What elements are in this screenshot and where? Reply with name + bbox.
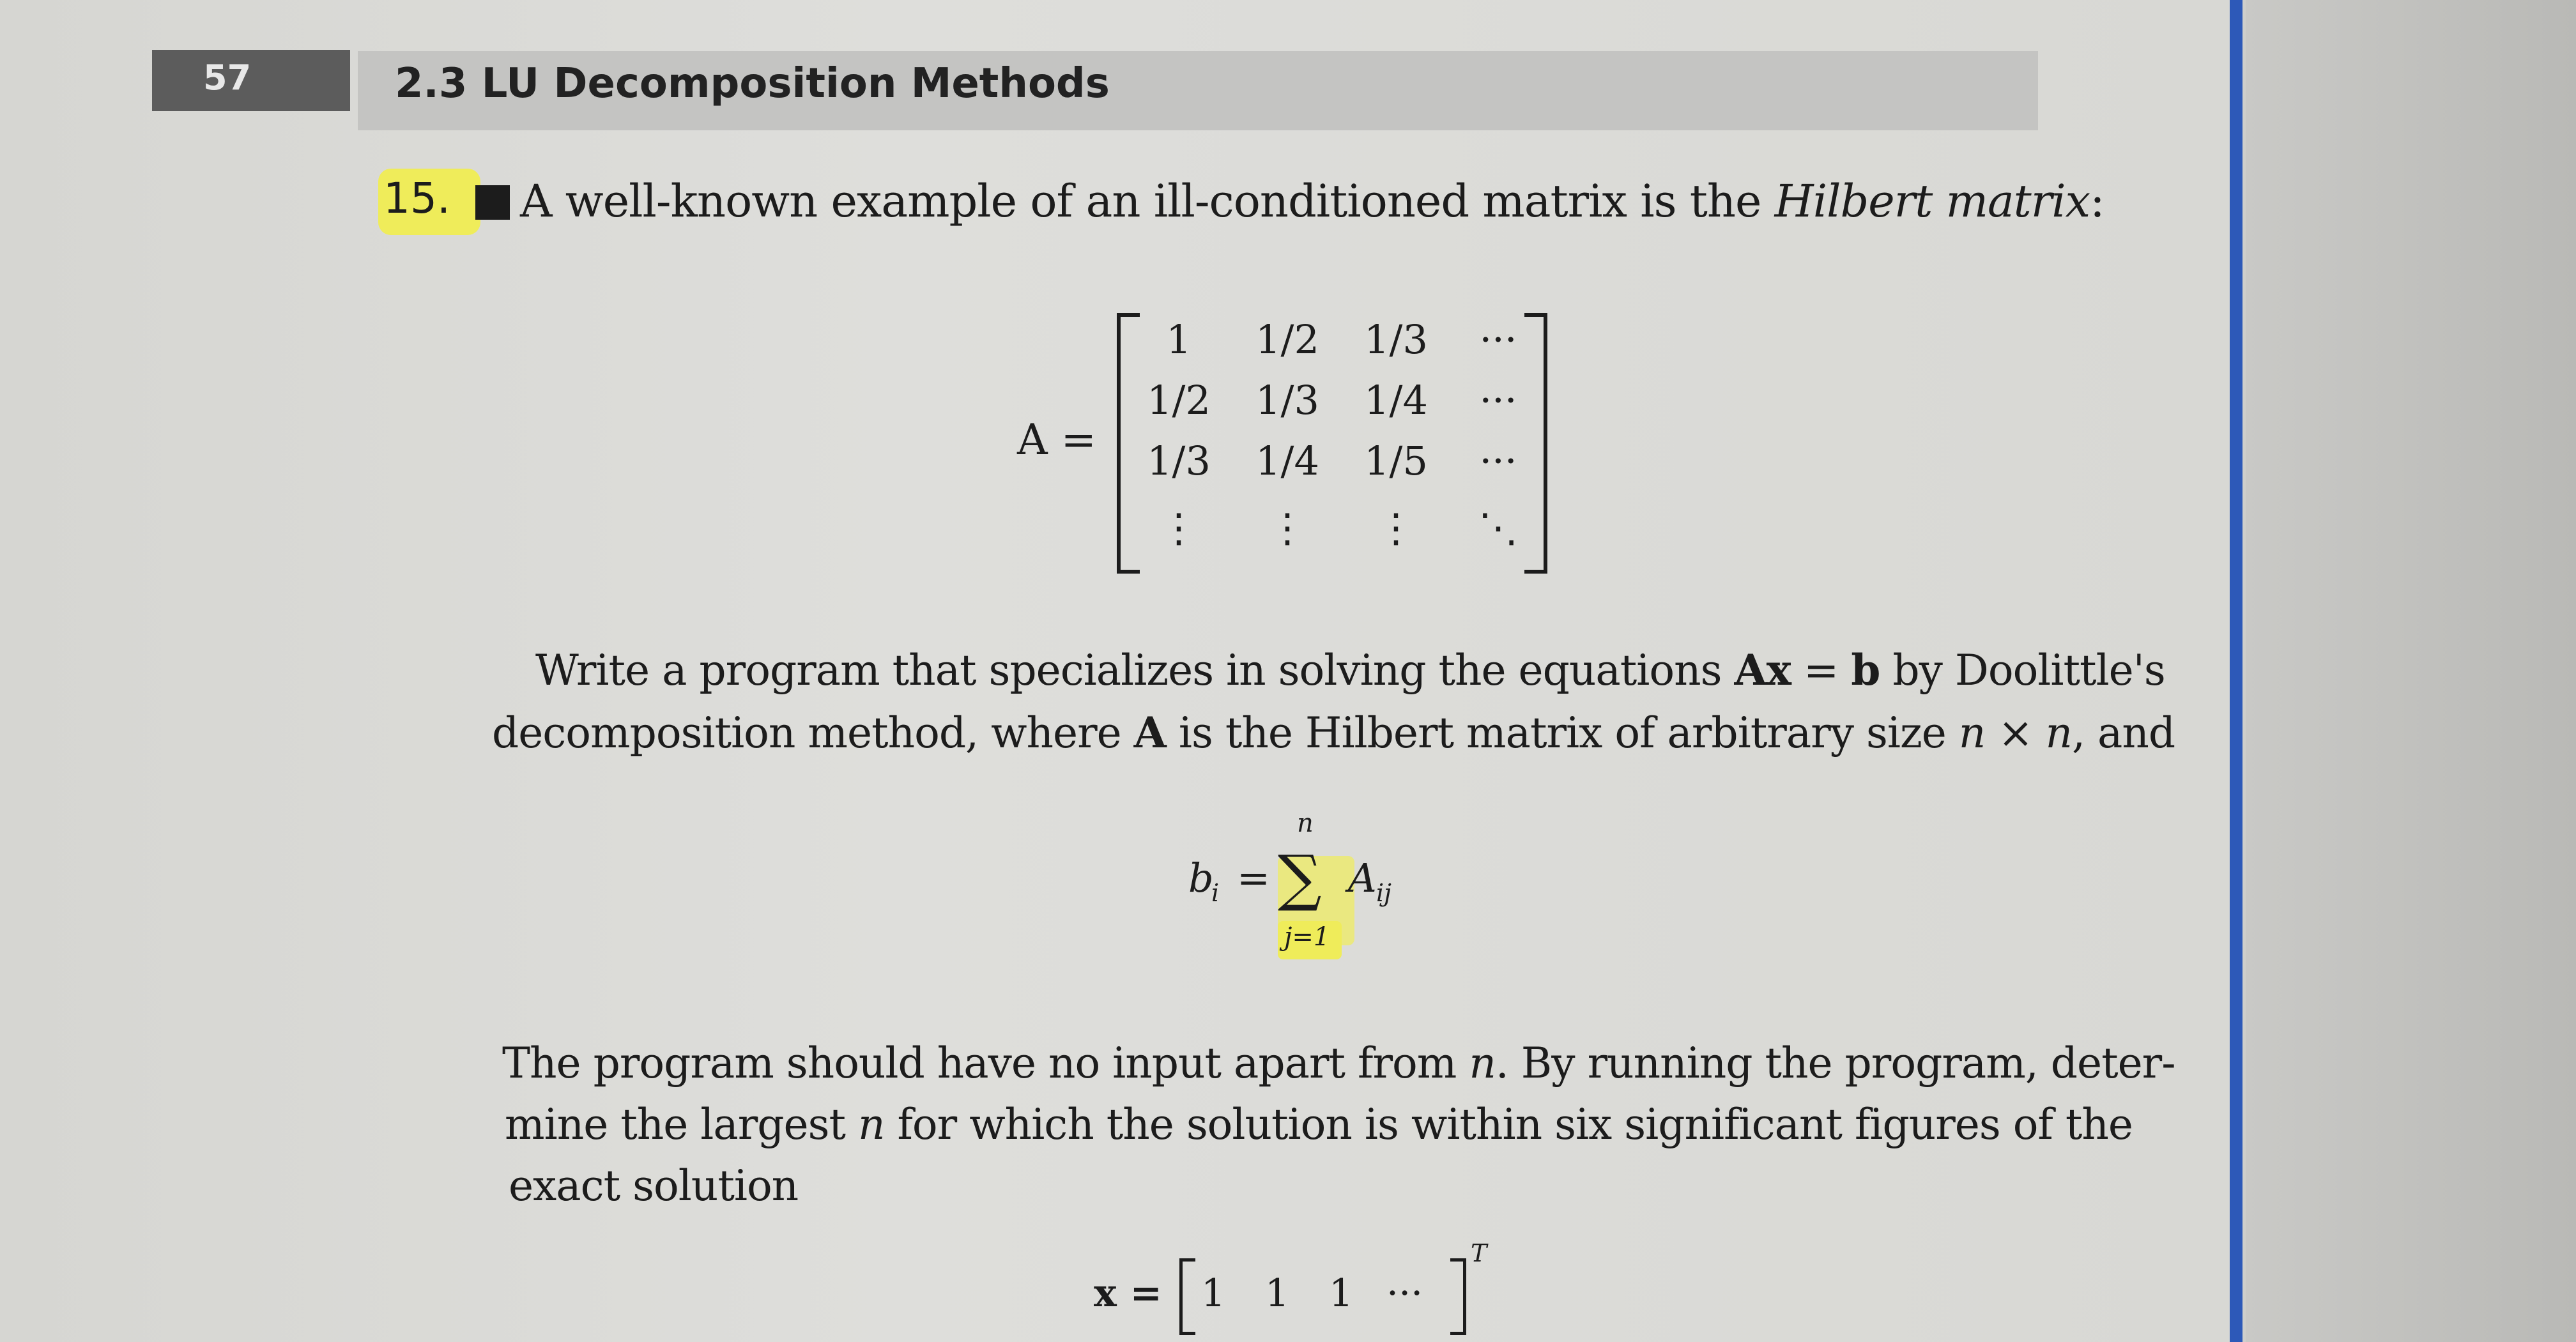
matrix-cell: 1/3: [1364, 316, 1428, 363]
vector-left-bracket: [1179, 1258, 1195, 1335]
text-span: . By running the program, deter-: [1495, 1039, 2175, 1088]
page-edge: [2246, 0, 2576, 1342]
matrix-cell: 1/5: [1364, 438, 1428, 484]
paragraph-2-line-1: [502, 1039, 2175, 1088]
blue-margin-line: [2230, 0, 2242, 1342]
sum-lower-limit: j=1: [1284, 922, 1330, 952]
text-span: =: [1791, 646, 1851, 695]
matrix-cell: ⋱: [1478, 505, 1518, 551]
matrix-cell: ⋮: [1159, 505, 1199, 551]
matrix-cell: ⋮: [1376, 505, 1416, 551]
vector-entry: 1: [1265, 1271, 1290, 1316]
equation-ax: Ax: [1734, 645, 1791, 695]
size-expression: n × n: [1958, 708, 2073, 758]
matrix-cell: 1/2: [1255, 316, 1319, 363]
solution-label: x =: [1094, 1271, 1162, 1316]
sum-equals: =: [1237, 855, 1270, 901]
matrix-symbol: A: [1133, 708, 1166, 758]
matrix-cell: 1/3: [1147, 438, 1211, 484]
vector-entry: ···: [1386, 1271, 1423, 1316]
matrix-cell: 1/4: [1255, 438, 1319, 484]
sum-lhs-subscript: i: [1211, 879, 1220, 907]
sum-formula: [1182, 809, 1438, 971]
sum-term: A: [1348, 855, 1377, 901]
problem-number: 15.: [383, 174, 450, 223]
matrix-cell: 1: [1166, 316, 1192, 363]
problem-intro: [520, 175, 2104, 227]
sum-lhs: b: [1188, 855, 1214, 901]
transpose-superscript: T: [1471, 1239, 1487, 1267]
intro-term: Hilbert matrix: [1774, 175, 2090, 227]
text-span: for which the solution is within six significant figures of the: [884, 1100, 2133, 1149]
matrix-cell: ···: [1479, 377, 1517, 423]
paragraph-1-line-2: [492, 708, 2175, 758]
text-span: by Doolittle's: [1880, 646, 2165, 695]
variable-n: n: [858, 1100, 885, 1149]
page-number: 57: [203, 57, 252, 98]
text-span: The program should have no input apart from: [502, 1039, 1469, 1088]
equation-b: b: [1851, 645, 1880, 695]
matrix-cell: ···: [1479, 438, 1517, 484]
matrix-label: A =: [1017, 415, 1096, 464]
intro-suffix: :: [2090, 175, 2104, 227]
matrix-cell: 1/4: [1364, 377, 1428, 423]
text-span: mine the largest: [505, 1100, 858, 1149]
section-title: 2.3 LU Decomposition Methods: [395, 60, 1110, 107]
vector-entry: 1: [1201, 1271, 1226, 1316]
paragraph-2-line-3: [509, 1161, 798, 1210]
paragraph-1-line-1: [535, 645, 2165, 695]
matrix-cell: 1/2: [1147, 377, 1211, 423]
variable-n: n: [1469, 1039, 1496, 1088]
text-span: exact solution: [509, 1161, 799, 1210]
matrix-cell: 1/3: [1255, 377, 1319, 423]
intro-prefix: A well-known example of an ill-conditioned matrix is the: [520, 175, 1775, 227]
matrix-cell: ⋮: [1268, 505, 1307, 551]
problem-square-marker: [475, 185, 510, 220]
vector-right-bracket: [1450, 1258, 1466, 1335]
paragraph-2-line-2: [505, 1100, 2133, 1149]
text-span: Write a program that specializes in solving the equations: [535, 646, 1735, 695]
matrix-cell: ···: [1479, 316, 1517, 363]
page-number-box: [152, 50, 350, 111]
sum-term-subscript: ij: [1376, 879, 1392, 907]
text-span: decomposition method, where: [492, 708, 1134, 758]
vector-entry: 1: [1329, 1271, 1354, 1316]
sigma-symbol: ∑: [1278, 842, 1322, 913]
text-span: is the Hilbert matrix of arbitrary size: [1165, 708, 1959, 758]
sum-upper-limit: n: [1297, 809, 1314, 838]
text-span: , and: [2072, 708, 2175, 758]
